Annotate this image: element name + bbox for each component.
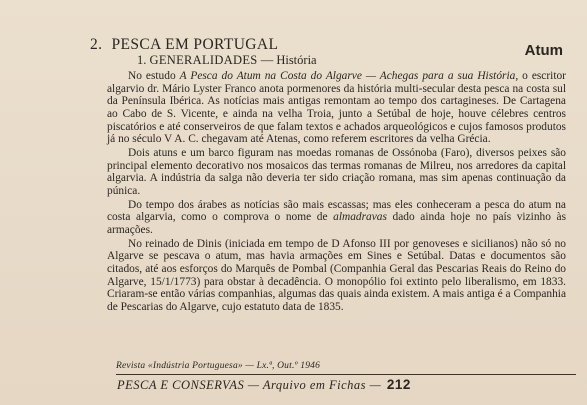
subsection-separator: — bbox=[257, 53, 277, 67]
subsection-number: 1. bbox=[137, 53, 147, 67]
paragraph-1-text: , o escritor algarvio dr. Mário Lyster Franco anota pormenores da história multi-secular desta pesca na costa sul da Península Ibérica. As notícias mais antigas remontam ao tempo dos cartagineses. De Cartagena ao Cabo de S. Vicente, e ainda na velha Troia, junto a Setúbal de hoje, houve célebres centros piscatórios e até conserveiros de que falam textos e achados arqueológicos e cujos famosos produtos já no século V A. C. chegavam até Atenas, como referem escritores da velha Grécia. bbox=[107, 70, 566, 146]
subsection-title: GENERALIDADES bbox=[149, 53, 258, 67]
paragraph-3-text: dado ainda hoje no país vizinho às armações. bbox=[107, 211, 567, 236]
paragraph-1-intro: No estudo bbox=[128, 70, 180, 82]
paragraph-3-intro: Do tempo dos árabes as notícias são mais escassas; mas eles conheceram a pesca do atum na costa algarvia, como o comprova o nome de bbox=[107, 198, 566, 224]
paragraph-3 bbox=[107, 199, 566, 237]
section-number: 2. bbox=[90, 36, 103, 53]
article-body bbox=[107, 70, 566, 313]
paragraph-4: No reinado de Dinis (iniciada em tempo de D Afonso III por genoveses e sicilianos) não só no Algarve se pescava o atum, mas havia armações em Sines e Setúbal. Datas e documentos são citados, até aos esforços do Marquês de Pombal (Companhia Geral das Pescarias Reais do Reino do Algarve, 15/1/1773) para obstar à decadência. O monopólio foi extinto pelo liberalismo, em 1833. Criaram-se então várias companhias, algumas das quais ainda existem. A mais antiga é a Companhia de Pescarias do Algarve, cujo estatuto data de 1835. bbox=[107, 237, 566, 313]
section-title: PESCA EM PORTUGAL bbox=[111, 36, 279, 53]
footer-divider bbox=[116, 374, 576, 375]
source-citation: Revista «Indústria Portuguesa» — Lx.ª, Out.º 1946 bbox=[116, 361, 321, 371]
paragraph-1 bbox=[107, 70, 566, 146]
subsection-topic: História bbox=[276, 53, 317, 67]
card-number: 212 bbox=[386, 377, 411, 392]
paragraph-2: Dois atuns e um barco figuram nas moedas romanas de Ossónoba (Faro), diversos peixes são principal elemento decorativo nos mosaicos das termas romanas de Milreu, nos arredores da capital algarvia. A indústria da salga não deveria ter sido criação romana, mas sim apenas continuação da púnica. bbox=[107, 146, 566, 197]
topic-tag: Atum bbox=[524, 42, 563, 59]
section-heading bbox=[90, 36, 278, 54]
cited-work-title: A Pesca do Atum na Costa do Algarve — Achegas para a sua História bbox=[179, 70, 516, 82]
subsection-heading bbox=[137, 53, 317, 68]
almadravas-term: almadravas bbox=[333, 211, 387, 224]
footer-series-title: PESCA E CONSERVAS — Arquivo em Fichas — bbox=[117, 378, 385, 392]
footer bbox=[117, 377, 411, 393]
